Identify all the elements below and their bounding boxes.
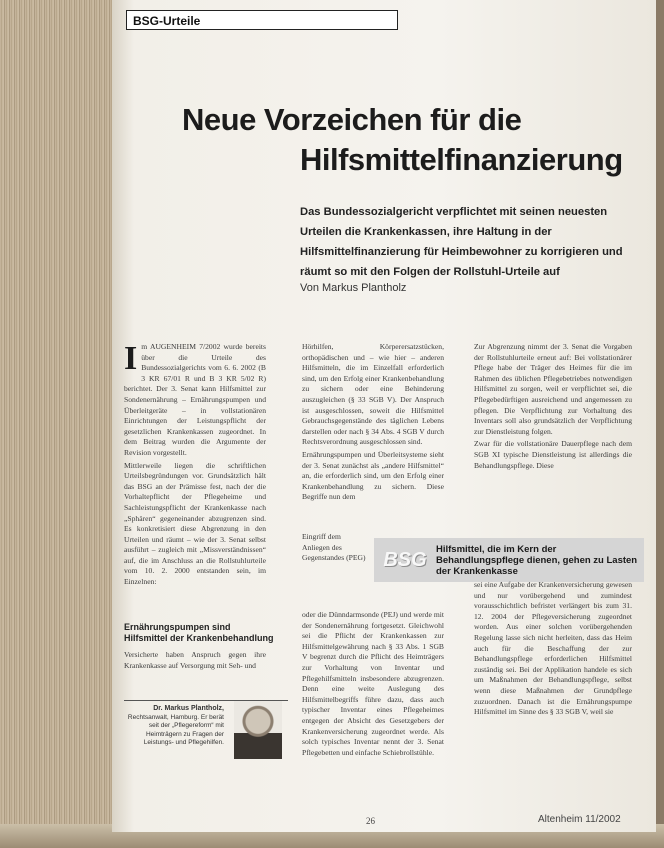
headline-line-2: Hilfsmittelfinanzierung	[300, 142, 623, 177]
subheading: Ernährungspumpen sind Hilfsmittel der Krankenbehandlung	[124, 622, 274, 643]
author-bio: Rechtsanwalt, Hamburg. Er berät seit der „Pflegereform“ mit Heimträgern zu Fragen der Leistungs- und Pflegehilfen.	[127, 713, 224, 746]
author-name: Dr. Markus Plantholz,	[153, 705, 224, 712]
book-page-edges	[0, 0, 112, 848]
column-2-paragraph-2: Ernährungspumpen und Überleitsysteme sieht der 3. Senat zunächst als „andere Hilfsmittel“ an, die erforderlich sind, um den Erfolg einer Krankenbehandlung zu sichern. Diese Begriffe nun dem	[302, 449, 444, 502]
bsg-logo: BSG	[383, 548, 427, 571]
journal-issue: Altenheim 11/2002	[538, 814, 621, 825]
drop-cap: I	[124, 340, 138, 377]
section-tag: BSG-Urteile	[126, 10, 398, 30]
magazine-page	[112, 0, 656, 832]
column-2	[302, 342, 444, 505]
column-1-continued: Versicherte haben Anspruch gegen ihre Krankenkasse auf Versorgung mit Seh- und	[124, 650, 266, 670]
column-3-continued: sei eine Aufgabe der Krankenversicherung gewesen und nur vorübergehend und zumindest vorausschichtlich befristet verlängert bis zum 31. 12. 2004 der Pflegeversicherung zugeordnet worden. Aus einer solchen vorübergehenden Regelung lasse sich nicht herleiten, dass das Heim auch für die Beschaffung der zur Behandlungspflege erforderlichen Hilfsmittel zuständig sei. Bei der Applikation handele es sich um Maßnahmen der Behandlungspflege, selbst wenn diese Maßnahmen der Grundpflege zuzuordnen. Danach ist die Ernährungspumpe Hilfsmittel im Sinne des § 33 SGB V, weil sie	[474, 580, 632, 717]
author-portrait	[234, 701, 282, 759]
column-2-continued: oder die Dünndarmsonde (PEJ) und werde mit der Sondenernährung fortgesetzt. Gleichwohl sei die Pflicht der Krankenkassen zur Hilfsmittelgewährung nach § 33 Abs. 1 SGB V begrenzt durch die Pflicht des Heimträgers zur Vorhaltung von Inventar und Pflegehilfsmitteln insbesondere abzugrenzen. Denn eine weite Auslegung des Hilfsmittelbegriffs führe dazu, dass auch typischer Inventar eines Pflegeheimes entgegen der Absicht des Gesetzgebers der Krankenversicherung zugeordnet werde. Als solch typisches Inventar nennt der 3. Senat Pflegebetten und einfache Schiebrollstühle.	[302, 610, 444, 757]
column-3	[474, 342, 632, 473]
pull-quote-text: Hilfsmittel, die im Kern der Behandlungspflege dienen, gehen zu Lasten der Krankenkasse	[436, 543, 638, 577]
lead-paragraph: Das Bundessozialgericht verpflichtet mit seinen neuesten Urteilen die Krankenkassen, ihre Haltung in der Hilfsmittelfinanzierung für Heimbewohner zu korrigieren und räumt so mit den Folgen der Rollstuhl-Urteile auf	[300, 206, 623, 278]
author-box	[124, 700, 288, 761]
column-1	[124, 342, 266, 590]
column-2-paragraph-1: Hörhilfen, Körperersatzstücken, orthopädischen und – wie hier – anderen Hilfsmitteln, die im Einzelfall erforderlich sind, um den Erfolg einer Krankenbehandlung zu sichern oder eine Behinderung auszugleichen (§ 33 SGB V). Der Anspruch ist ausgeschlossen, soweit die Hilfsmittel Gebrauchsgegenstände des täglichen Lebens darstellen oder nach § 34 Abs. 4 SGB V durch Rechtsverordnung ausgeschlossen sind.	[302, 342, 444, 447]
byline: Von Markus Plantholz	[300, 282, 407, 294]
column-1-paragraph-1	[124, 342, 266, 459]
column-1-text: m AUGENHEIM 7/2002 wurde bereits über die Urteile des Bundessozialgerichts vom 6. 6. 2002 (B 3 KR 67/01 R und B 3 KR 5/02 R) berichtet. Der 3. Senat kann Hilfsmittel zur Sondenernährung – Ernährungspumpen und Überleitgeräte – in vollstationären Einrichtungen der Leistungspflicht der gesetzlichen Krankenkassen zugeordnet. In dem Beitrag wurden die Argumente der Revision vorgestellt.	[124, 342, 266, 457]
column-3-paragraph-2: Zwar für die vollstationäre Dauerpflege nach dem SGB XI typische Dienstleistung ist allerdings die Behandlungspflege. Diese	[474, 439, 632, 470]
column-2-wrap-text: Eingriff dem Anliegen des Gegenstandes (PEG)	[302, 532, 366, 563]
column-1-paragraph-2: Mittlerweile liegen die schriftlichen Urteilsbegründungen vor. Grundsätzlich hält das BSG an der Prämisse fest, nach der die Vorhaltepflicht der Pflegeheime und Sachleistungspflicht der Krankenkasse nach „Sphären“ gegeneinander abzugrenzen sind. Es konkretisiert diese Abgrenzung in den Urteilen und räumt – wie der 3. Senat selbst ausführt – zugleich mit „Missverständnissen“ auf, die im Anschluss an die Rollstuhlurteile vom 10. 2. 2000 entstanden sein, im Einzelnen:	[124, 460, 266, 587]
page-number: 26	[366, 816, 375, 826]
headline-line-1: Neue Vorzeichen für die	[182, 102, 522, 137]
column-3-paragraph-1: Zur Abgrenzung nimmt der 3. Senat die Vorgaben der Rollstuhlurteile erneut auf: Bei vollstationärer Pflege habe der Träger des Heimes für die im Rahmen des üblichen Pflegebetriebes notwendigen Hilfsmittel zu sorgen, weil er verpflichtet sei, die Pflegebedürftigen ausreichend und angemessen zu pflegen. Die Verpflichtung zur Vorhaltung des Inventars soll also grundsätzlich der Verpflichtung zur Dienstleistung folgen.	[474, 342, 632, 436]
author-caption	[124, 701, 224, 761]
pull-quote	[374, 538, 644, 582]
